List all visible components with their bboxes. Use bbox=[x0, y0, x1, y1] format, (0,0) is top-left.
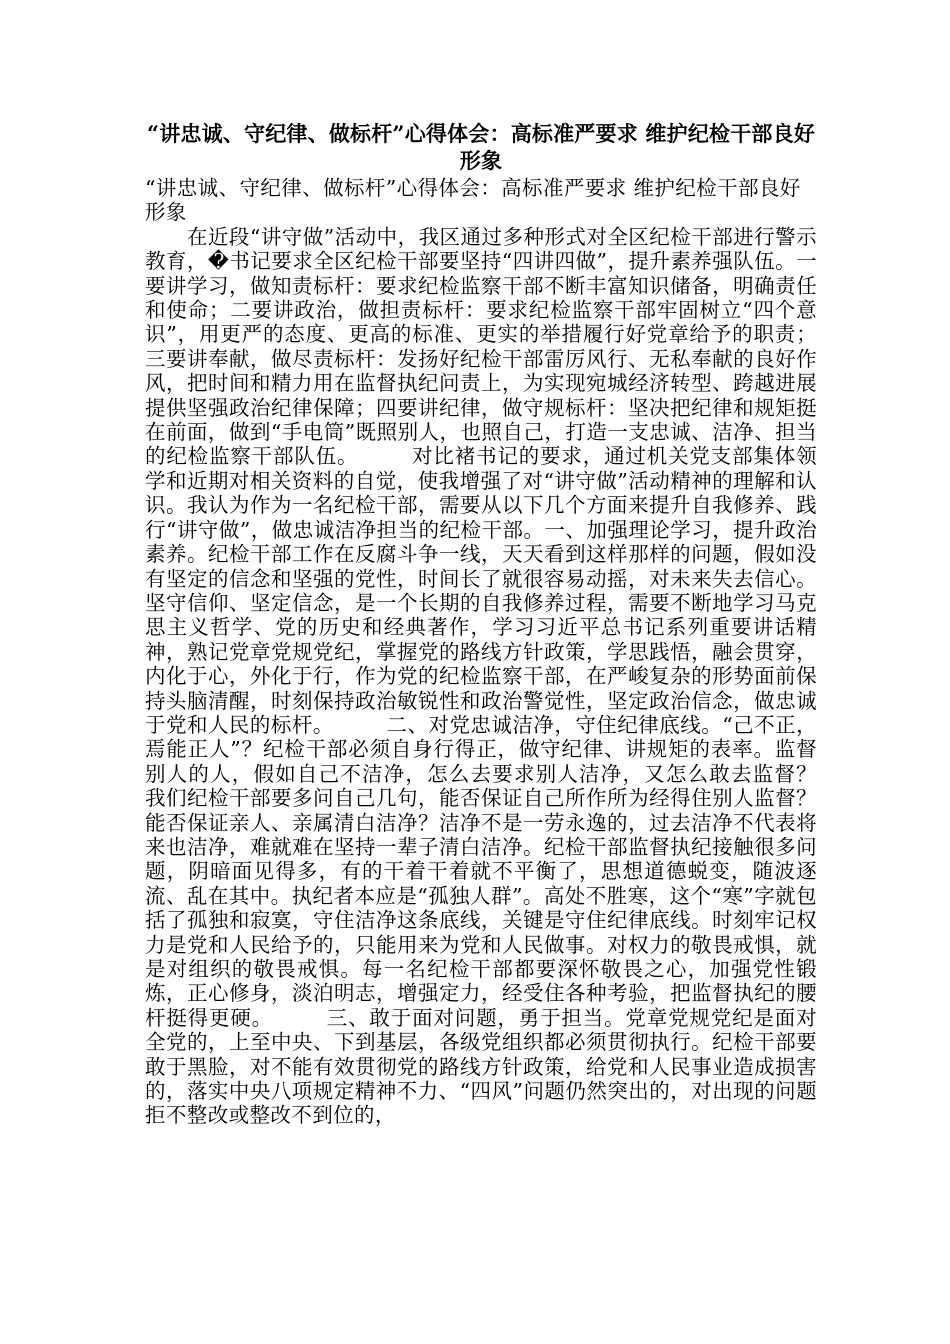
document-page bbox=[145, 120, 880, 1128]
document-body: 在近段“讲守做”活动中，我区通过多种形式对全区纪检干部进行警示教育，�书记要求全区纪检干部要坚持“四讲四做”，提升素养强队伍。一要讲学习，做知责标杆：要求纪检监察干部不断丰富知识储备，明确责任和使命；二要讲政治，做担责标杆：要求纪检监察干部牢固树立“四个意识”，用更严的态度、更高的标准、更实的举措履行好党章给予的职责；三要讲奉献，做尽责标杆：发扬好纪检干部雷厉风行、无私奉献的良好作风，把时间和精力用在监督执纪问责上，为实现宛城经济转型、跨越进展提供坚强政治纪律保障；四要讲纪律，做守规标杆：坚决把纪律和规矩挺在前面，做到“手电筒”既照别人，也照自己，打造一支忠诚、洁净、担当的纪检监察干部队伍。 对比褚书记的要求，通过机关党支部集体领学和近期对相关资料的自觉，使我增强了对“讲守做”活动精神的理解和认识。我认为作为一名纪检干部，需要从以下几个方面来提升自我修养、践行“讲守做”，做忠诚洁净担当的纪检干部。一、加强理论学习，提升政治素养。纪检干部工作在反腐斗争一线，天天看到这样那样的问题，假如没有坚定的信念和坚强的党性，时间长了就很容易动摇，对未来失去信心。坚守信仰、坚定信念，是一个长期的自我修养过程，需要不断地学习马克思主义哲学、党的历史和经典著作，学习习近平总书记系列重要讲话精神，熟记党章党规党纪，掌握党的路线方针政策，学思践悟，融会贯穿，内化于心，外化于行，作为党的纪检监察干部，在严峻复杂的形势面前保持头脑清醒，时刻保持政治敏锐性和政治警觉性，坚定政治信念，做忠诚于党和人民的标杆。 二、对党忠诚洁净，守住纪律底线。“己不正，焉能正人”？纪检干部必须自身行得正，做守纪律、讲规矩的表率。监督别人的人，假如自己不洁净，怎么去要求别人洁净，又怎么敢去监督？ 我们纪检干部要多问自己几句，能否保证自己所作所为经得住别人监督？能否保证亲人、亲属清白洁净？洁净不是一劳永逸的，过去洁净不代表将来也洁净，难就难在坚持一辈子清白洁净。纪检干部监督执纪接触很多问题，阴暗面见得多，有的干着干着就不平衡了，思想道德蜕变，随波逐流、乱在其中。执纪者本应是“孤独人群”。高处不胜寒，这个“寒”字就包括了孤独和寂寞，守住洁净这条底线，关键是守住纪律底线。时刻牢记权力是党和人民给予的，只能用来为党和人民做事。对权力的敬畏戒惧，就是对组织的敬畏戒惧。每一名纪检干部都要深怀敬畏之心，加强党性锻炼，正心修身，淡泊明志，增强定力，经受住各种考验，把监督执纪的腰杆挺得更硬。 三、敢于面对问题，勇于担当。党章党规党纪是面对全党的，上至中央、下到基层，各级党组织都必须贯彻执行。纪检干部要敢于黑脸，对不能有效贯彻党的路线方针政策，给党和人民事业造成损害的，落实中央八项规定精神不力、“四风”问题仍然突出的，对出现的问题拒不整改或整改不到位的， bbox=[145, 224, 880, 1128]
document-title: “讲忠诚、守纪律、做标杆”心得体会：高标准严要求 维护纪检干部良好形象 bbox=[146, 121, 816, 173]
document-subtitle: “讲忠诚、守纪律、做标杆”心得体会：高标准严要求 维护纪检干部良好形象 bbox=[145, 176, 801, 225]
